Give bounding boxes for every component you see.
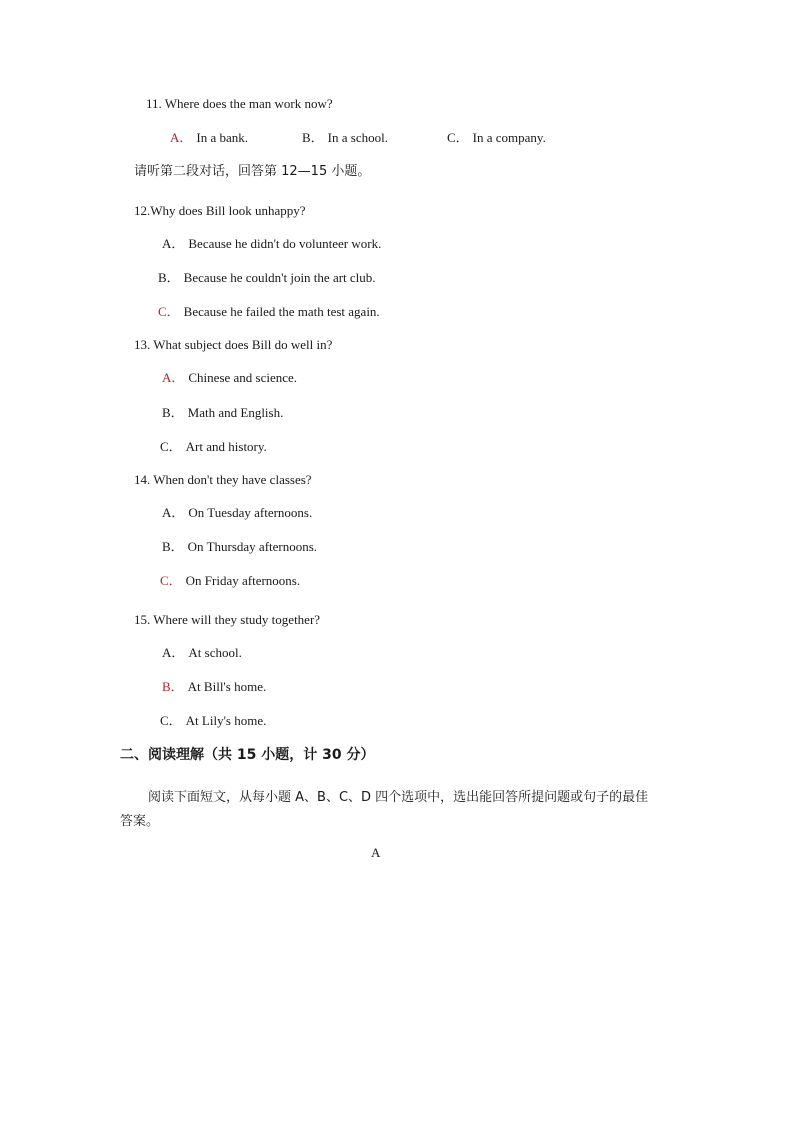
question-13-option-b: [162, 405, 283, 421]
option-text: In a school.: [327, 130, 388, 145]
section-2-instruction-line-1: 阅读下面短文，从每小题 A、B、C、D 四个选项中，选出能回答所提问题或句子的最佳: [148, 790, 649, 805]
instruction-12-15: 请听第二段对话，回答第 12—15 小题。: [134, 164, 371, 179]
option-letter: B．: [162, 539, 184, 554]
option-text: Because he couldn't join the art club.: [183, 270, 376, 285]
question-12-option-c: [158, 304, 380, 320]
question-12-option-a: [162, 236, 381, 252]
question-11-option-a: [170, 130, 248, 146]
option-letter: A．: [162, 505, 185, 520]
option-letter: C．: [158, 304, 180, 319]
question-14-stem: 14. When don't they have classes?: [134, 472, 312, 487]
question-13-stem: 13. What subject does Bill do well in?: [134, 337, 333, 352]
option-text: On Thursday afternoons.: [187, 539, 318, 554]
option-letter: C．: [160, 713, 182, 728]
option-text: At Lily's home.: [185, 713, 267, 728]
question-11-option-b: [302, 130, 388, 146]
option-text: At school.: [188, 645, 242, 660]
option-letter: A．: [162, 370, 185, 385]
section-2-heading: 二、阅读理解（共 15 小题，计 30 分）: [120, 747, 375, 763]
section-2-instruction-line-2: 答案。: [120, 814, 160, 829]
option-letter: B．: [162, 405, 184, 420]
option-letter: C．: [160, 439, 182, 454]
option-text: Art and history.: [185, 439, 267, 454]
option-text: Chinese and science.: [188, 370, 298, 385]
option-letter: B．: [162, 679, 184, 694]
option-letter: B．: [302, 130, 324, 145]
option-letter: C．: [447, 130, 469, 145]
option-letter: A．: [162, 645, 185, 660]
option-text: Because he failed the math test again.: [183, 304, 380, 319]
question-15-stem: 15. Where will they study together?: [134, 612, 321, 627]
question-12-stem: 12.Why does Bill look unhappy?: [134, 203, 306, 218]
question-12-option-b: [158, 270, 376, 286]
option-text: Math and English.: [187, 405, 284, 420]
question-15-option-a: [162, 645, 242, 661]
option-letter: B．: [158, 270, 180, 285]
question-11-stem: 11. Where does the man work now?: [146, 96, 333, 111]
option-text: Because he didn't do volunteer work.: [188, 236, 382, 251]
question-15-option-b: [162, 679, 266, 695]
option-text: At Bill's home.: [187, 679, 267, 694]
option-text: On Tuesday afternoons.: [188, 505, 313, 520]
passage-label: A: [371, 845, 381, 860]
question-14-option-b: [162, 539, 317, 555]
question-13-option-a: [162, 370, 297, 386]
option-text: On Friday afternoons.: [185, 573, 301, 588]
question-13-option-c: [160, 439, 267, 455]
question-11-option-c: [447, 130, 546, 146]
question-14-option-c: [160, 573, 300, 589]
question-15-option-c: [160, 713, 266, 729]
option-letter: C．: [160, 573, 182, 588]
option-text: In a company.: [472, 130, 546, 145]
option-letter: A．: [170, 130, 193, 145]
question-14-option-a: [162, 505, 312, 521]
option-letter: A．: [162, 236, 185, 251]
option-text: In a bank.: [196, 130, 249, 145]
